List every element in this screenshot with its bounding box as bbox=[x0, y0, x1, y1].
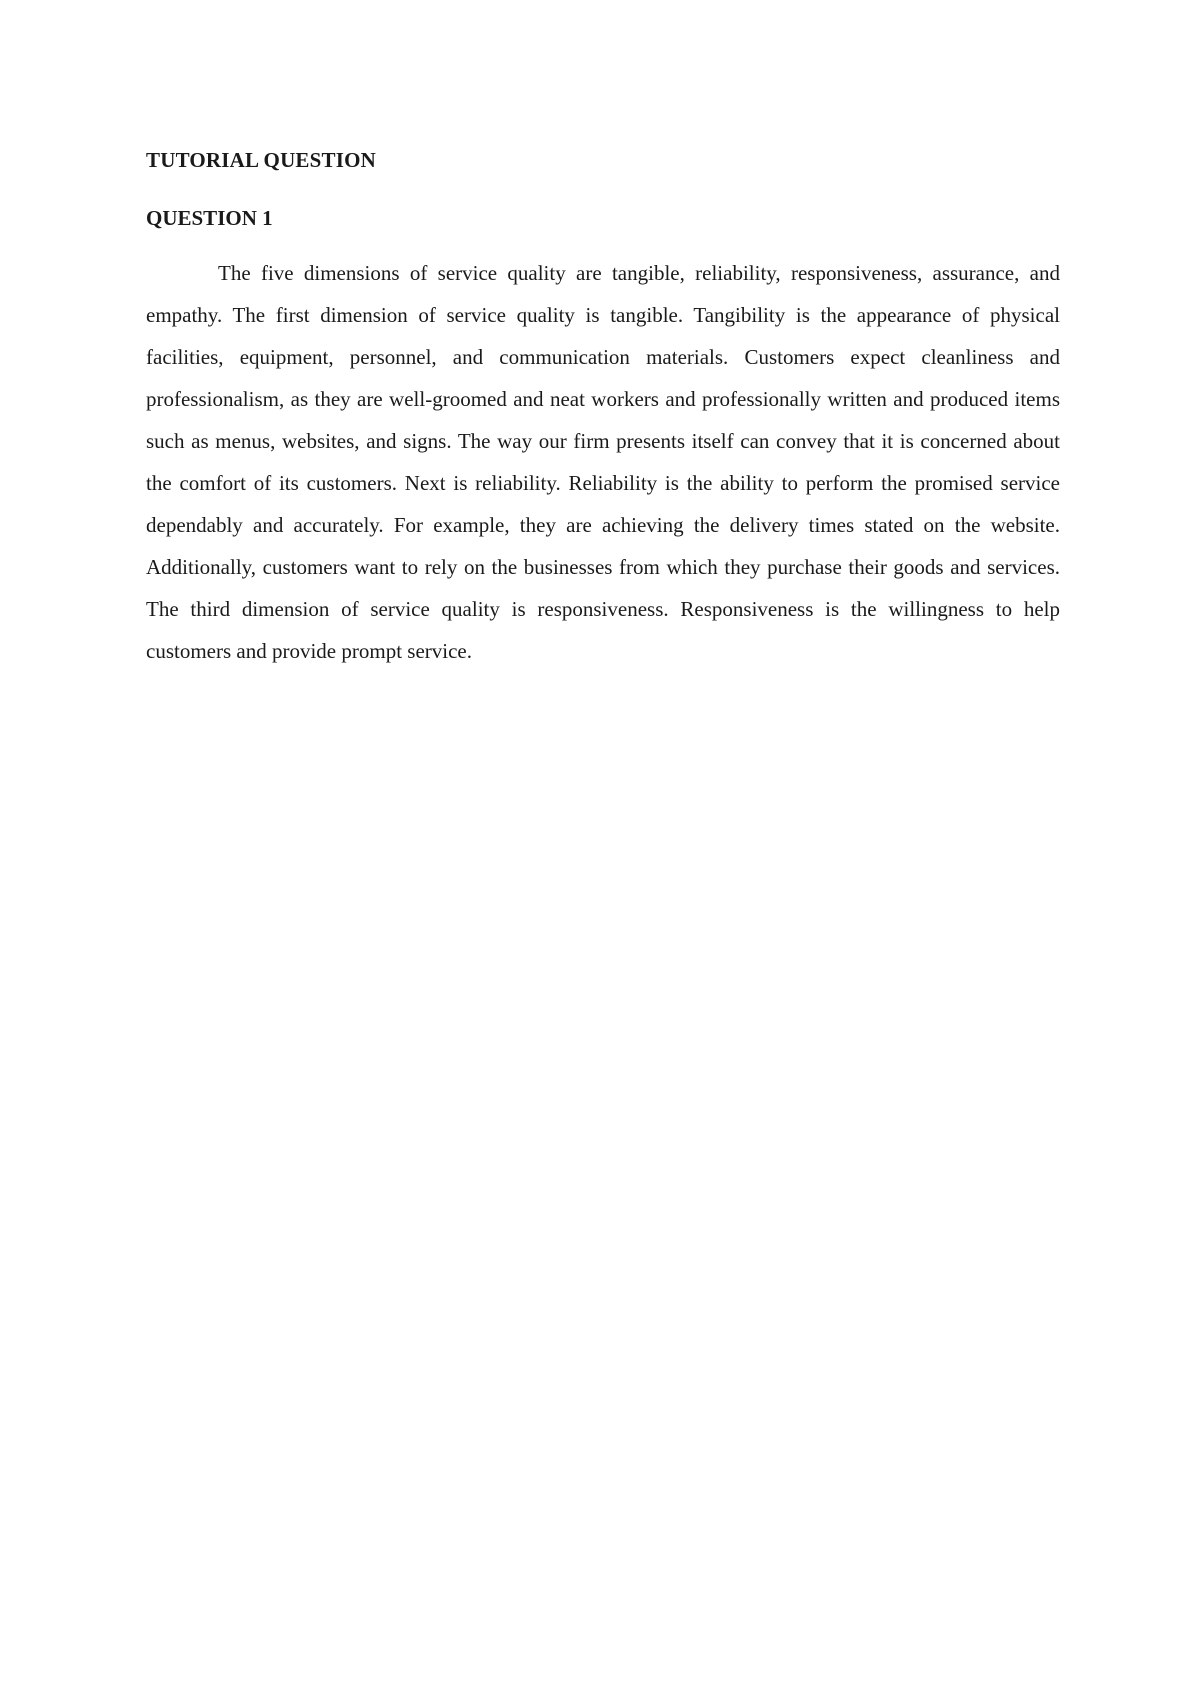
document-content bbox=[146, 140, 1060, 672]
answer-paragraph: The five dimensions of service quality are tangible, reliability, responsiveness, assurance, and empathy. The first dimension of service quality is tangible. Tangibility is the appearance of physical facilities, equipment, personnel, and communication materials. Customers expect cleanliness and professionalism, as they are well-groomed and neat workers and professionally written and produced items such as menus, websites, and signs. The way our firm presents itself can convey that it is concerned about the comfort of its customers. Next is reliability. Reliability is the ability to perform the promised service dependably and accurately. For example, they are achieving the delivery times stated on the website. Additionally, customers want to rely on the businesses from which they purchase their goods and services. The third dimension of service quality is responsiveness. Responsiveness is the willingness to help customers and provide prompt service. bbox=[146, 261, 1060, 663]
question-heading: QUESTION 1 bbox=[146, 206, 273, 230]
document-title: TUTORIAL QUESTION bbox=[146, 148, 377, 172]
